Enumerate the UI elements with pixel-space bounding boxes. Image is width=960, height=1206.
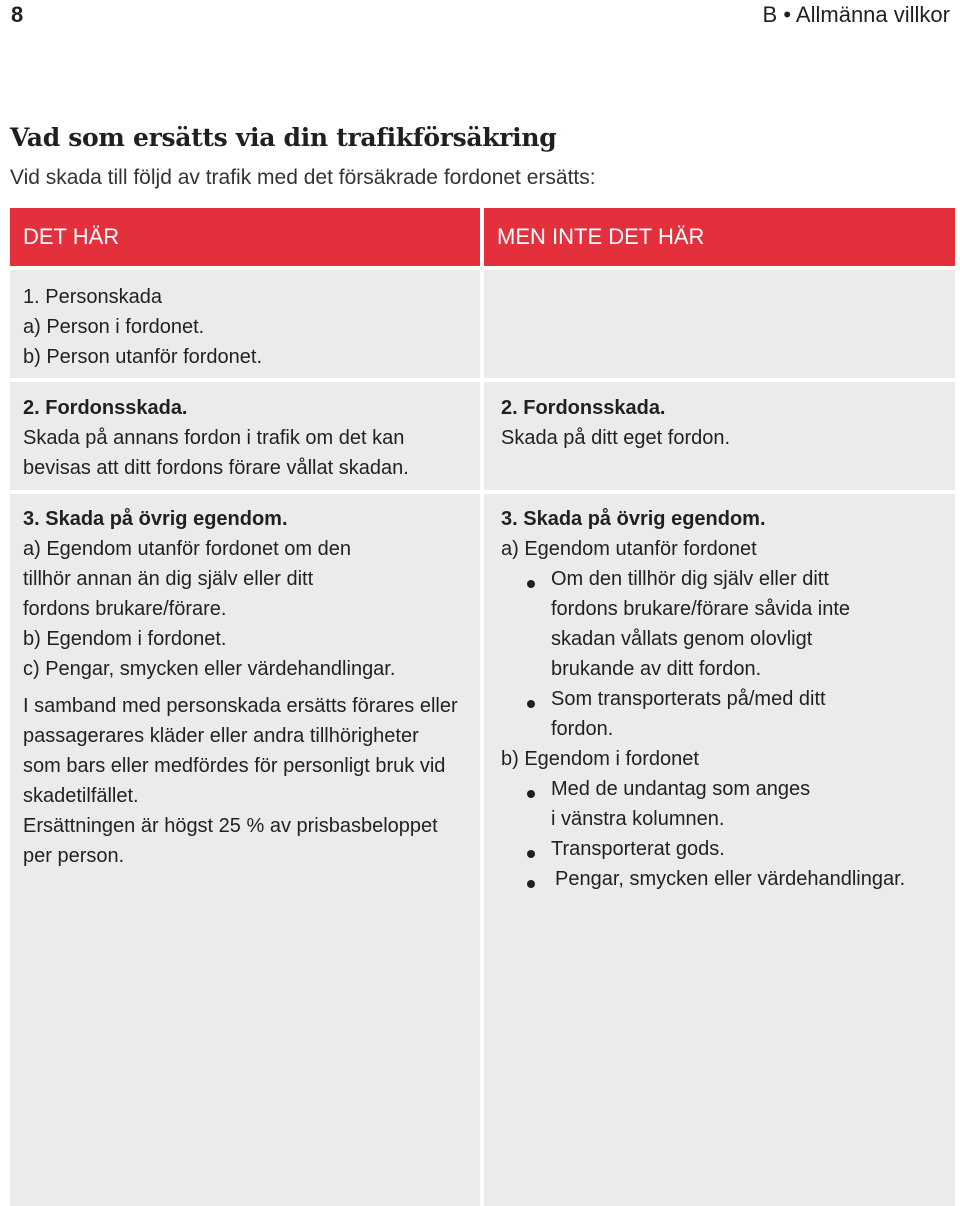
row1-left-text xyxy=(23,282,262,372)
row2-left-line: Skada på annans fordon i trafik om det kan xyxy=(23,427,405,449)
row3-left-line: tillhör annan än dig själv eller ditt xyxy=(23,568,314,590)
bullet-line: skadan vållats genom olovligt xyxy=(551,628,813,650)
bullet-item xyxy=(551,564,850,684)
bullet-dot-icon xyxy=(527,850,535,858)
row3-left-line: c) Pengar, smycken eller värdehandlingar. xyxy=(23,658,396,680)
bullet-line: fordon. xyxy=(551,718,614,740)
paragraph-line: passagerares kläder eller andra tillhörigheter xyxy=(23,725,419,747)
row3-left-cell xyxy=(10,494,480,1206)
row3-left-text xyxy=(23,504,395,684)
row1-line: a) Person i fordonet. xyxy=(23,316,205,338)
bullet-dot-icon xyxy=(527,700,535,708)
row3-right-cell xyxy=(484,494,955,1206)
row3-left-heading: 3. Skada på övrig egendom. xyxy=(23,508,288,530)
row1-right-cell xyxy=(484,270,955,378)
bullet-line: brukande av ditt fordon. xyxy=(551,658,762,680)
paragraph-line: I samband med personskada ersätts förares eller xyxy=(23,695,458,717)
paragraph-line: Ersättningen är högst 25 % av prisbasbeloppet xyxy=(23,815,438,837)
row2-left-cell xyxy=(10,382,480,490)
row2-right-heading: 2. Fordonsskada. xyxy=(501,397,666,419)
left-column-header: DET HÄR xyxy=(10,208,480,266)
row3-left-paragraph xyxy=(23,691,458,871)
row3-right-b-label: b) Egendom i fordonet xyxy=(501,748,699,770)
row1-heading: 1. Personskada xyxy=(23,286,162,308)
row2-left-line: bevisas att ditt fordons förare vållat skadan. xyxy=(23,457,409,479)
row1-left-cell xyxy=(10,270,480,378)
page-subtitle: Vid skada till följd av trafik med det försäkrade fordonet ersätts: xyxy=(10,166,596,189)
row3-left-line: fordons brukare/förare. xyxy=(23,598,227,620)
row3-left-line: a) Egendom utanför fordonet om den xyxy=(23,538,351,560)
bullet-line: i vänstra kolumnen. xyxy=(551,808,725,830)
row2-right-cell xyxy=(484,382,955,490)
bullet-dot-icon xyxy=(527,790,535,798)
bullet-line: Transporterat gods. xyxy=(551,838,725,860)
bullet-item xyxy=(551,684,826,744)
bullet-item xyxy=(551,774,810,834)
row2-right-line: Skada på ditt eget fordon. xyxy=(501,427,731,449)
bullet-line: Om den tillhör dig själv eller ditt xyxy=(551,568,829,590)
paragraph-line: per person. xyxy=(23,845,125,867)
row2-right-text xyxy=(501,393,730,453)
row2-left-text xyxy=(23,393,409,483)
paragraph-line: skadetilfället. xyxy=(23,785,139,807)
bullet-dot-icon xyxy=(527,880,535,888)
right-column-header: MEN INTE DET HÄR xyxy=(484,208,955,266)
bullet-dot-icon xyxy=(527,580,535,588)
section-label: B • Allmänna villkor xyxy=(762,2,950,27)
row3-right-heading: 3. Skada på övrig egendom. xyxy=(501,508,766,530)
row3-right-heading-block xyxy=(501,504,766,564)
bullet-line: Pengar, smycken eller värdehandlingar. xyxy=(555,868,906,890)
bullet-line: Med de undantag som anges xyxy=(551,778,811,800)
bullet-item xyxy=(551,834,725,864)
bullet-line: Som transporterats på/med ditt xyxy=(551,688,826,710)
row3-right-a-label: a) Egendom utanför fordonet xyxy=(501,538,757,560)
bullet-item xyxy=(555,864,905,894)
page-title: Vad som ersätts via din trafikförsäkring xyxy=(10,123,557,152)
paragraph-line: som bars eller medfördes för personligt bruk vid xyxy=(23,755,446,777)
row2-left-heading: 2. Fordonsskada. xyxy=(23,397,188,419)
bullet-line: fordons brukare/förare såvida inte xyxy=(551,598,851,620)
row1-line: b) Person utanför fordonet. xyxy=(23,346,263,368)
page-number: 8 xyxy=(11,2,24,27)
row3-left-line: b) Egendom i fordonet. xyxy=(23,628,227,650)
